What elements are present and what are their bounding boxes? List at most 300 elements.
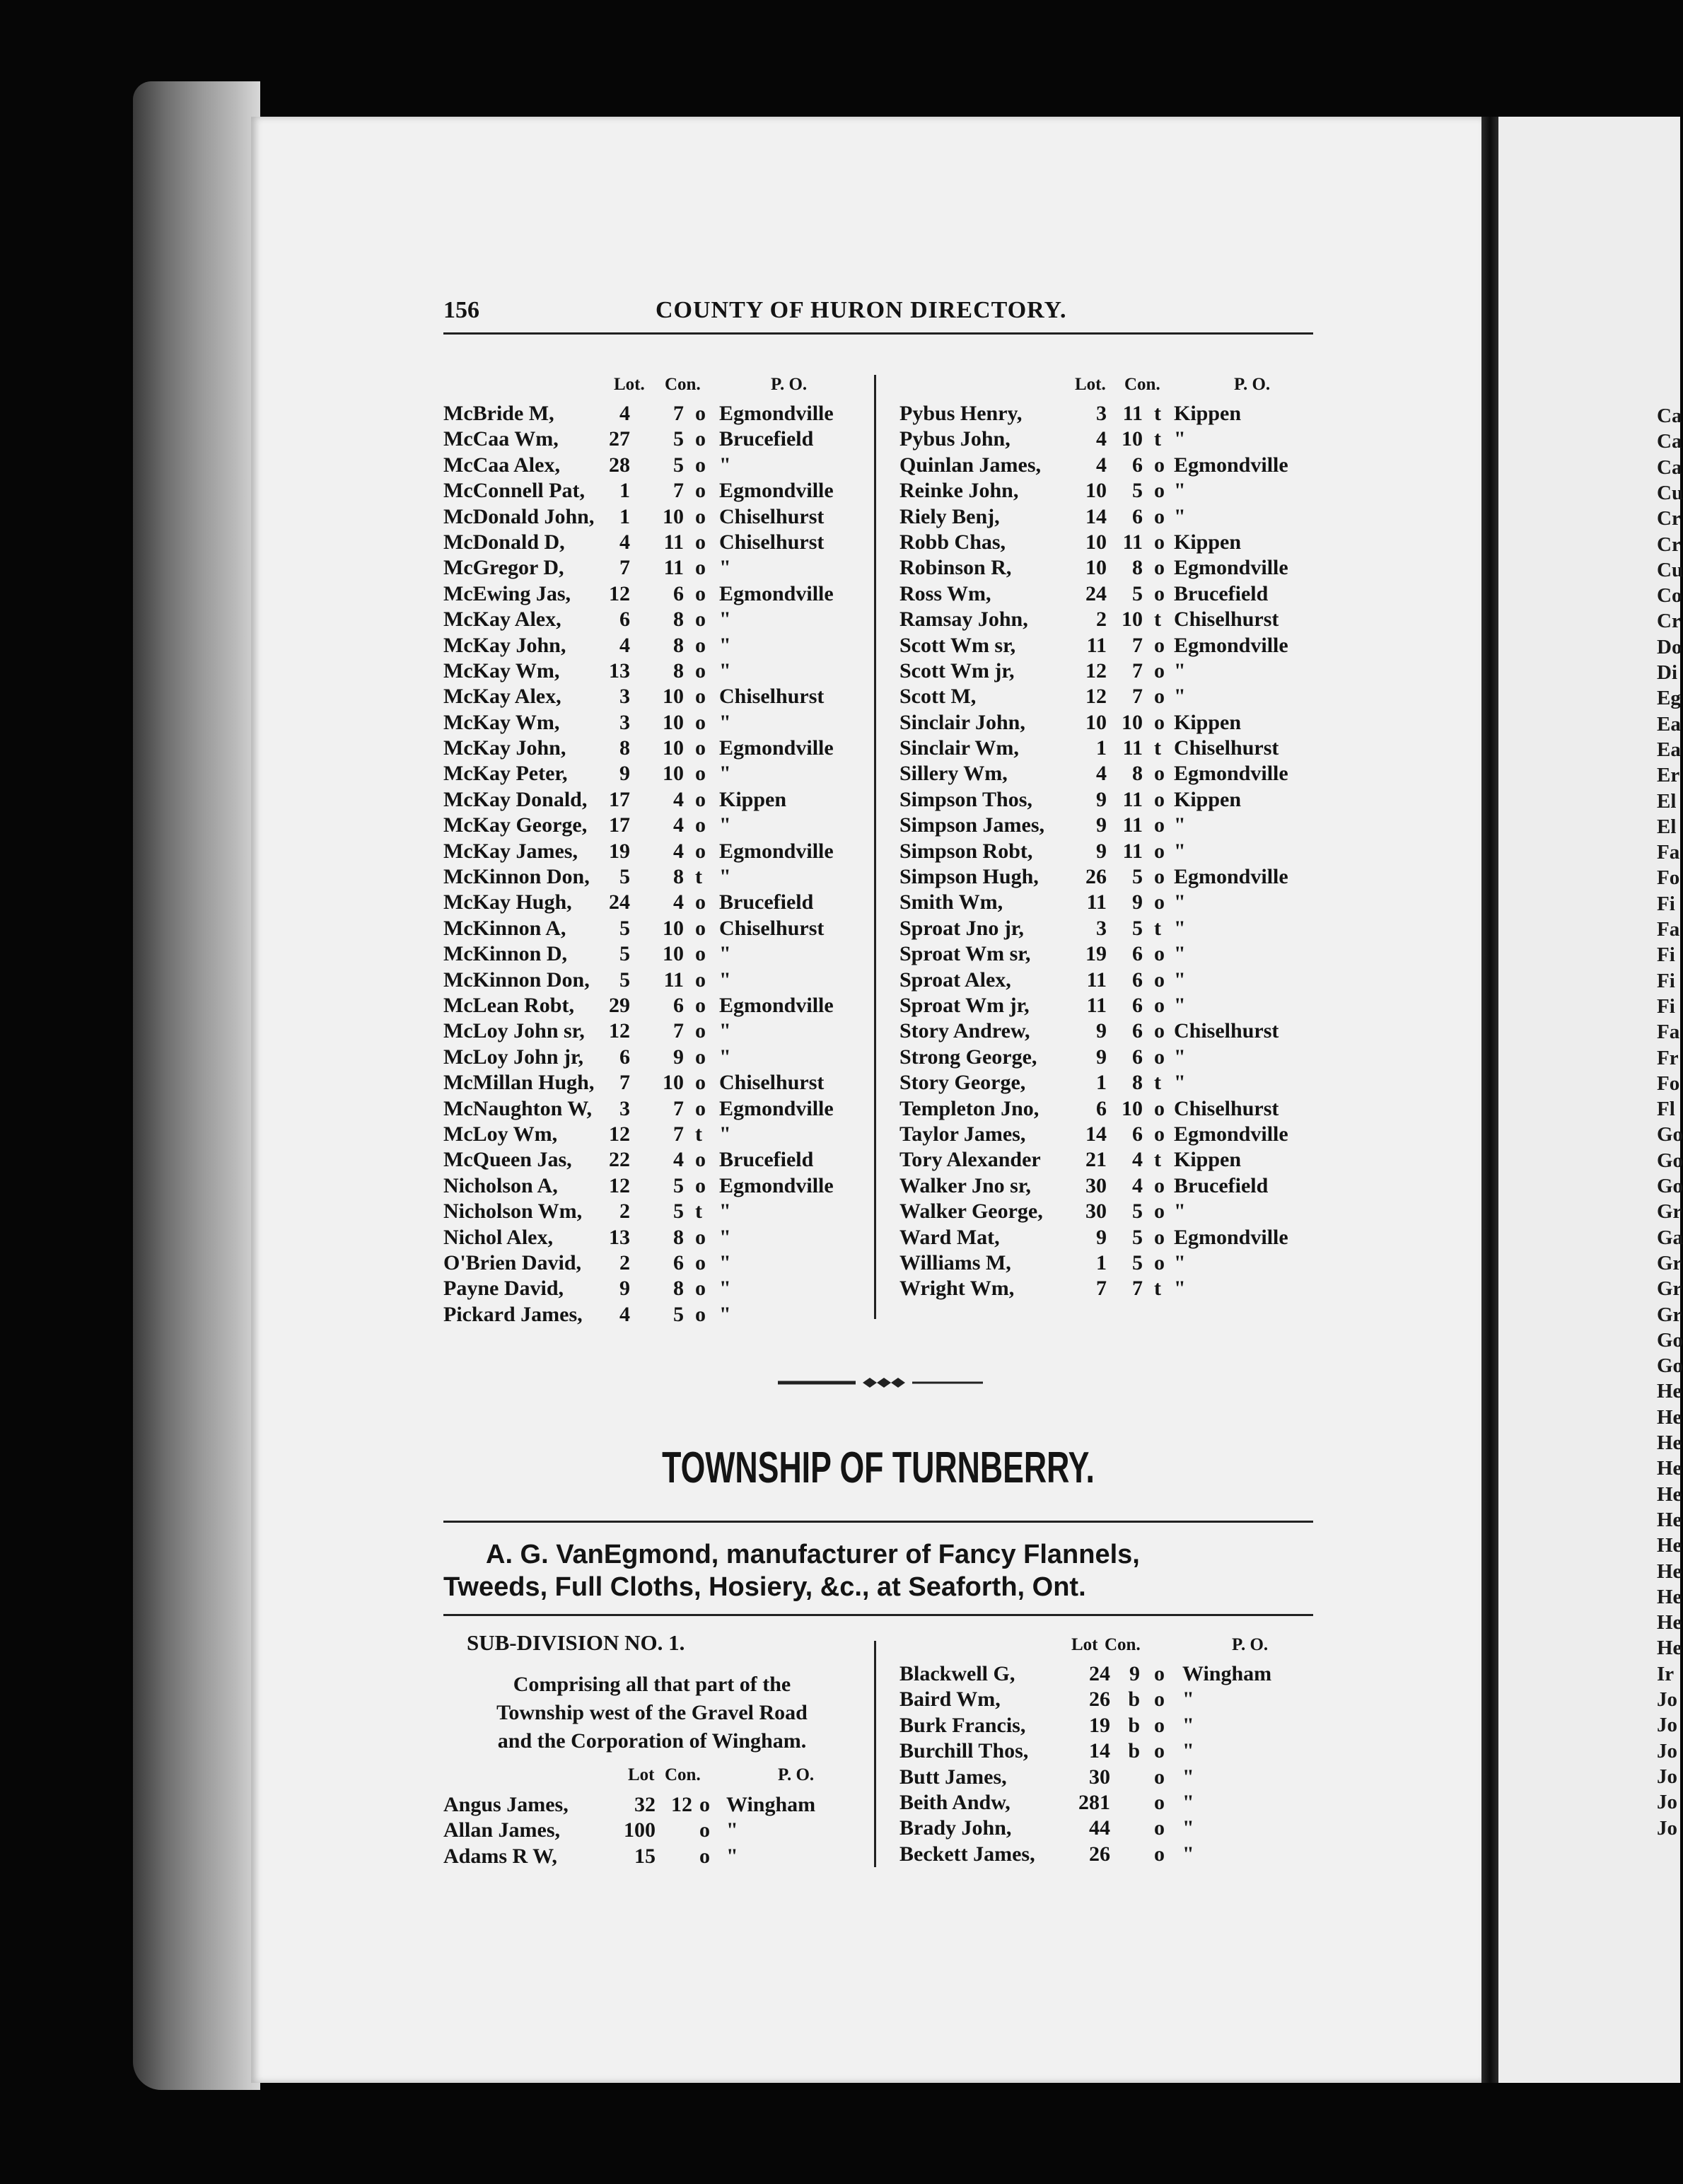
entry-con: 7	[673, 1122, 684, 1146]
facing-page-fragment: Di	[1657, 661, 1677, 684]
directory-row	[899, 453, 1324, 479]
entry-post-office: Brucefield	[719, 427, 814, 451]
entry-post-office: Chiselhurst	[1174, 736, 1279, 760]
directory-row	[899, 840, 1324, 865]
entry-lot: 14	[1085, 1122, 1107, 1146]
entry-lot: 19	[1089, 1713, 1110, 1737]
directory-row	[899, 427, 1324, 453]
entry-name: Baird Wm,	[899, 1688, 1001, 1712]
entry-lot: 10	[1085, 530, 1107, 554]
entry-tenure: o	[1154, 993, 1165, 1017]
turnberry-column-divider	[874, 1641, 876, 1867]
page-title: COUNTY OF HURON DIRECTORY.	[656, 297, 1067, 323]
entry-con: 11	[663, 530, 684, 554]
entry-con: 10	[1122, 710, 1143, 734]
entry-post-office: "	[1174, 1250, 1186, 1274]
directory-row	[443, 530, 868, 556]
turnberry-right-po-header: P. O.	[1232, 1635, 1269, 1654]
entry-name: McKay Peter,	[443, 762, 568, 786]
entry-tenure: o	[695, 736, 706, 760]
entry-name: McKay George,	[443, 813, 588, 837]
directory-row	[443, 427, 868, 453]
entry-lot: 11	[1086, 890, 1107, 914]
directory-row	[443, 1845, 868, 1870]
directory-row	[899, 1251, 1324, 1277]
directory-row	[443, 994, 868, 1019]
entry-con: 6	[1132, 453, 1143, 477]
facing-page-fragment: Gr	[1657, 1303, 1682, 1326]
entry-con: 8	[1132, 556, 1143, 580]
directory-row	[899, 505, 1324, 530]
directory-row	[443, 1818, 868, 1844]
entry-tenure: o	[1154, 787, 1165, 811]
directory-row	[899, 1765, 1324, 1791]
facing-page-fragment: Fo	[1657, 1071, 1680, 1095]
entry-lot: 26	[1089, 1688, 1110, 1712]
entry-con: 5	[673, 1302, 684, 1326]
facing-page-fragment: Fa	[1657, 1021, 1680, 1044]
entry-con: 8	[673, 608, 684, 632]
entry-lot: 1	[1096, 1250, 1107, 1274]
entry-lot: 3	[619, 710, 630, 734]
subdivision-description	[443, 1671, 861, 1755]
entry-lot: 6	[1096, 1096, 1107, 1120]
book-gutter	[1481, 117, 1498, 2083]
entry-tenure: o	[1154, 813, 1165, 837]
facing-page-fragment: Cr	[1657, 610, 1681, 633]
entry-post-office: "	[1182, 1713, 1194, 1737]
entry-tenure: o	[1154, 1019, 1165, 1043]
entry-lot: 26	[1089, 1842, 1110, 1866]
entry-tenure: o	[1154, 710, 1165, 734]
entry-lot: 2	[1096, 608, 1107, 632]
entry-post-office: Kippen	[1174, 402, 1242, 425]
entry-name: Pybus John,	[899, 427, 1011, 451]
entry-post-office: Egmondville	[1174, 453, 1288, 477]
entry-name: Sproat Alex,	[899, 968, 1011, 992]
entry-name: McDonald D,	[443, 530, 565, 554]
directory-row	[899, 1662, 1324, 1688]
entry-post-office: Chiselhurst	[1174, 608, 1279, 632]
entry-name: Strong George,	[899, 1045, 1037, 1069]
entry-con: 8	[673, 1277, 684, 1301]
entry-post-office: Chiselhurst	[719, 685, 825, 709]
entry-lot: 12	[609, 1173, 630, 1197]
entry-post-office: Chiselhurst	[719, 530, 825, 554]
entry-con: 8	[673, 1225, 684, 1249]
entry-con: 11	[1122, 402, 1143, 425]
entry-name: McLoy Wm,	[443, 1122, 558, 1146]
entry-post-office: Chiselhurst	[1174, 1019, 1279, 1043]
entry-con: 10	[663, 710, 684, 734]
entry-lot: 11	[1086, 633, 1107, 657]
entry-lot: 9	[1096, 813, 1107, 837]
entry-tenure: o	[695, 427, 706, 451]
facing-page-fragment: Jo	[1657, 1765, 1677, 1788]
entry-post-office: Egmondville	[1174, 556, 1288, 580]
entry-lot: 9	[1096, 839, 1107, 863]
entry-lot: 14	[1089, 1739, 1110, 1763]
entry-tenure: o	[695, 453, 706, 477]
entry-post-office: "	[1174, 504, 1186, 528]
facing-page-fragment: Gr	[1657, 1277, 1682, 1301]
entry-con: 10	[1122, 1096, 1143, 1120]
entry-con: 10	[663, 762, 684, 786]
subdivision-line-3: and the Corporation of Wingham.	[497, 1729, 807, 1753]
entry-tenure: o	[695, 890, 706, 914]
entry-post-office: Kippen	[1174, 1148, 1242, 1172]
entry-lot: 1	[1096, 1071, 1107, 1095]
entry-post-office: "	[719, 813, 731, 837]
entry-post-office: Egmondville	[719, 1173, 834, 1197]
entry-post-office: "	[719, 608, 731, 632]
entry-name: Taylor James,	[899, 1122, 1026, 1146]
entry-lot: 13	[609, 658, 630, 682]
directory-row	[899, 1688, 1324, 1713]
entry-con: 6	[673, 993, 684, 1017]
entry-con: 8	[673, 633, 684, 657]
entry-con: 7	[673, 479, 684, 503]
entry-post-office: Egmondville	[719, 736, 834, 760]
entry-post-office: "	[719, 453, 731, 477]
directory-row	[899, 1739, 1324, 1765]
entry-lot: 4	[619, 530, 630, 554]
entry-con: 11	[1122, 530, 1143, 554]
entry-name: Story Andrew,	[899, 1019, 1030, 1043]
entry-post-office: "	[1174, 1200, 1186, 1224]
entry-name: Scott Wm sr,	[899, 633, 1016, 657]
entry-con: 5	[673, 427, 684, 451]
rule-top	[443, 1521, 1313, 1523]
entry-post-office: "	[719, 1277, 731, 1301]
entry-con: 8	[673, 658, 684, 682]
entry-con: b	[1128, 1688, 1140, 1712]
directory-row	[899, 1174, 1324, 1200]
directory-row	[443, 711, 868, 736]
directory-row	[443, 1251, 868, 1277]
entry-lot: 44	[1089, 1816, 1110, 1840]
entry-lot: 9	[619, 1277, 630, 1301]
entry-con: 10	[663, 685, 684, 709]
facing-page-fragment: Go	[1657, 1123, 1683, 1146]
entry-name: McKinnon A,	[443, 916, 566, 940]
entry-tenure: o	[695, 402, 706, 425]
directory-row	[443, 917, 868, 942]
entry-tenure: o	[695, 1173, 706, 1197]
entry-post-office: "	[726, 1844, 738, 1868]
entry-name: Pybus Henry,	[899, 402, 1023, 425]
facing-page-fragment: Do	[1657, 635, 1682, 658]
facing-page-fragment: Jo	[1657, 1816, 1677, 1840]
entry-name: McKay Wm,	[443, 710, 560, 734]
entry-post-office: Chiselhurst	[719, 504, 825, 528]
entry-name: Brady John,	[899, 1816, 1012, 1840]
entry-tenure: o	[1154, 1688, 1165, 1712]
directory-row	[443, 402, 868, 427]
entry-lot: 17	[609, 787, 630, 811]
entry-tenure: o	[1154, 633, 1165, 657]
directory-row	[443, 1277, 868, 1302]
facing-page-fragment: El	[1657, 815, 1677, 838]
entry-name: Ward Mat,	[899, 1225, 1000, 1249]
entry-lot: 4	[619, 1302, 630, 1326]
entry-con: 5	[1132, 581, 1143, 605]
directory-row	[899, 762, 1324, 787]
facing-page-fragment: Jo	[1657, 1791, 1677, 1814]
facing-page-fragment: Fr	[1657, 1046, 1679, 1069]
subdivision-line-2: Township west of the Gravel Road	[496, 1701, 808, 1724]
entry-lot: 5	[619, 968, 630, 992]
entry-name: McKay James,	[443, 839, 578, 863]
entry-con: 6	[1132, 942, 1143, 966]
entry-tenure: t	[1154, 1148, 1161, 1172]
entry-lot: 7	[619, 1071, 630, 1095]
entry-name: Ramsay John,	[899, 608, 1028, 632]
right-po-header: P. O.	[1234, 375, 1271, 394]
entry-tenure: o	[1154, 685, 1165, 709]
turnberry-left-column	[443, 1793, 868, 1870]
entry-name: McKinnon D,	[443, 942, 568, 966]
entry-post-office: "	[719, 1250, 731, 1274]
entry-lot: 11	[1086, 968, 1107, 992]
entry-lot: 12	[1085, 658, 1107, 682]
entry-tenure: o	[695, 1302, 706, 1326]
entry-name: Riely Benj,	[899, 504, 1000, 528]
facing-page-fragment: He	[1657, 1380, 1682, 1403]
entry-name: Sproat Jno jr,	[899, 916, 1024, 940]
entry-post-office: Egmondville	[1174, 633, 1288, 657]
entry-post-office: Wingham	[726, 1793, 816, 1816]
directory-row	[443, 634, 868, 659]
entry-tenure: o	[1154, 658, 1165, 682]
entry-tenure: o	[695, 685, 706, 709]
entry-post-office: Egmondville	[1174, 1225, 1288, 1249]
entry-con: 7	[1132, 633, 1143, 657]
entry-con: 7	[673, 1096, 684, 1120]
entry-tenure: o	[1154, 1173, 1165, 1197]
entry-tenure: o	[695, 581, 706, 605]
entry-con: 6	[1132, 1019, 1143, 1043]
entry-post-office: Chiselhurst	[719, 1071, 825, 1095]
entry-lot: 9	[619, 762, 630, 786]
directory-row	[443, 942, 868, 968]
entry-lot: 21	[1085, 1148, 1107, 1172]
facing-page-fragment: He	[1657, 1508, 1682, 1531]
left-con-header: Con.	[665, 375, 701, 394]
entry-post-office: Egmondville	[1174, 865, 1288, 889]
entry-name: Walker George,	[899, 1200, 1043, 1224]
entry-post-office: "	[719, 1045, 731, 1069]
entry-name: Robinson R,	[899, 556, 1012, 580]
entry-name: Simpson Hugh,	[899, 865, 1039, 889]
entry-tenure: o	[695, 1019, 706, 1043]
advertisement-line-1: A. G. VanEgmond, manufacturer of Fancy Flannels,	[486, 1540, 1140, 1569]
facing-page-fragment: Jo	[1657, 1688, 1677, 1711]
entry-lot: 12	[609, 1122, 630, 1146]
entry-lot: 24	[1089, 1662, 1110, 1685]
entry-tenure: o	[1154, 1790, 1165, 1814]
entry-tenure: o	[1154, 1739, 1165, 1763]
facing-page-fragment: Gr	[1657, 1251, 1682, 1274]
entry-post-office: Brucefield	[719, 890, 814, 914]
entry-post-office: "	[1174, 916, 1186, 940]
entry-post-office: Kippen	[1174, 710, 1242, 734]
directory-row	[443, 1019, 868, 1045]
entry-lot: 2	[619, 1200, 630, 1224]
entry-post-office: "	[1182, 1765, 1194, 1789]
entry-con: 11	[663, 556, 684, 580]
entry-tenure: t	[1154, 402, 1161, 425]
page-number: 156	[443, 297, 479, 323]
entry-lot: 9	[1096, 1045, 1107, 1069]
entry-tenure: o	[695, 916, 706, 940]
entry-name: Sinclair John,	[899, 710, 1025, 734]
entry-post-office: Egmondville	[719, 1096, 834, 1120]
entry-tenure: o	[695, 1225, 706, 1249]
directory-row	[443, 608, 868, 633]
entry-name: Simpson Robt,	[899, 839, 1033, 863]
entry-lot: 13	[609, 1225, 630, 1249]
entry-con: 7	[673, 1019, 684, 1043]
entry-tenure: t	[695, 1200, 702, 1224]
entry-post-office: "	[1182, 1739, 1194, 1763]
entry-tenure: o	[1154, 453, 1165, 477]
entry-lot: 5	[619, 916, 630, 940]
facing-page-fragment: Go	[1657, 1354, 1683, 1378]
entry-name: Sproat Wm sr,	[899, 942, 1031, 966]
entry-lot: 17	[609, 813, 630, 837]
entry-name: McKay Wm,	[443, 658, 560, 682]
entry-tenure: o	[1154, 1713, 1165, 1737]
directory-row	[899, 659, 1324, 685]
directory-row	[443, 1122, 868, 1148]
entry-name: McKinnon Don,	[443, 865, 590, 889]
entry-name: Beckett James,	[899, 1842, 1035, 1866]
entry-tenure: t	[1154, 736, 1161, 760]
facing-page-fragment: He	[1657, 1637, 1682, 1660]
directory-row	[443, 479, 868, 504]
entry-lot: 4	[619, 633, 630, 657]
facing-page-fragment: He	[1657, 1611, 1682, 1634]
facing-page-fragment: Go	[1657, 1175, 1683, 1197]
entry-post-office: "	[1182, 1790, 1194, 1814]
entry-tenure: o	[1154, 762, 1165, 786]
entry-post-office: "	[719, 556, 731, 580]
entry-con: 5	[1132, 1225, 1143, 1249]
directory-row	[443, 865, 868, 890]
entry-tenure: o	[1154, 1816, 1165, 1840]
entry-post-office: Egmondville	[1174, 762, 1288, 786]
entry-lot: 10	[1085, 479, 1107, 503]
directory-row	[899, 968, 1324, 994]
entry-con: 10	[663, 504, 684, 528]
entry-tenure: o	[1154, 1122, 1165, 1146]
entry-name: Allan James,	[443, 1818, 560, 1842]
entry-name: Story George,	[899, 1071, 1026, 1095]
entry-post-office: "	[1174, 658, 1186, 682]
entry-post-office: "	[719, 968, 731, 992]
directory-row	[899, 402, 1324, 427]
directory-row	[443, 582, 868, 608]
directory-row	[899, 530, 1324, 556]
directory-row	[899, 788, 1324, 813]
directory-row	[443, 890, 868, 916]
entry-con: 5	[1132, 479, 1143, 503]
entry-name: Reinke John,	[899, 479, 1019, 503]
entry-name: Blackwell G,	[899, 1662, 1015, 1685]
entry-tenure: o	[1154, 1225, 1165, 1249]
entry-name: McKinnon Don,	[443, 968, 590, 992]
entry-lot: 5	[619, 865, 630, 889]
entry-name: Pickard James,	[443, 1302, 583, 1326]
entry-lot: 19	[609, 839, 630, 863]
entry-lot: 4	[1096, 427, 1107, 451]
entry-post-office: "	[1182, 1688, 1194, 1712]
directory-row	[899, 813, 1324, 839]
entry-lot: 3	[619, 1096, 630, 1120]
directory-row	[899, 1200, 1324, 1225]
directory-row	[899, 582, 1324, 608]
entry-con: 6	[1132, 504, 1143, 528]
entry-con: 10	[663, 916, 684, 940]
entry-tenure: o	[695, 633, 706, 657]
entry-name: McLoy John jr,	[443, 1045, 584, 1069]
entry-post-office: "	[726, 1818, 738, 1842]
facing-page-fragment: Fa	[1657, 918, 1680, 941]
book-edge	[133, 81, 260, 2090]
entry-name: Adams R W,	[443, 1844, 557, 1868]
entry-post-office: "	[719, 658, 731, 682]
entry-name: Tory Alexander	[899, 1148, 1041, 1172]
directory-row	[899, 608, 1324, 633]
entry-con: 10	[663, 942, 684, 966]
entry-post-office: Brucefield	[1174, 1173, 1269, 1197]
entry-con: 7	[1132, 685, 1143, 709]
entry-con: 4	[673, 813, 684, 837]
directory-left-column	[443, 402, 868, 1328]
turnberry-left-po-header: P. O.	[778, 1765, 815, 1784]
entry-name: O'Brien David,	[443, 1250, 582, 1274]
entry-name: Burchill Thos,	[899, 1739, 1029, 1763]
entry-con: 4	[673, 787, 684, 811]
directory-row	[443, 736, 868, 762]
entry-tenure: o	[695, 1096, 706, 1120]
entry-lot: 3	[1096, 916, 1107, 940]
entry-tenure: o	[695, 839, 706, 863]
entry-lot: 7	[619, 556, 630, 580]
entry-post-office: "	[719, 633, 731, 657]
facing-page-fragment: Fi	[1657, 943, 1675, 967]
entry-post-office: "	[1174, 1045, 1186, 1069]
entry-name: McLean Robt,	[443, 993, 574, 1017]
entry-con: 5	[673, 1200, 684, 1224]
entry-tenure: o	[1154, 1200, 1165, 1224]
entry-post-office: "	[1174, 1071, 1186, 1095]
entry-name: Beith Andw,	[899, 1790, 1011, 1814]
facing-page-fragment: Cu	[1657, 558, 1683, 581]
entry-con: 8	[1132, 762, 1143, 786]
entry-tenure: o	[1154, 890, 1165, 914]
directory-row	[443, 813, 868, 839]
facing-page-fragment: Ca	[1657, 405, 1682, 427]
entry-post-office: Chiselhurst	[719, 916, 825, 940]
entry-post-office: "	[1174, 942, 1186, 966]
entry-lot: 6	[619, 608, 630, 632]
entry-name: Simpson James,	[899, 813, 1045, 837]
entry-con: 6	[1132, 968, 1143, 992]
entry-lot: 28	[609, 453, 630, 477]
entry-con: 8	[1132, 1071, 1143, 1095]
